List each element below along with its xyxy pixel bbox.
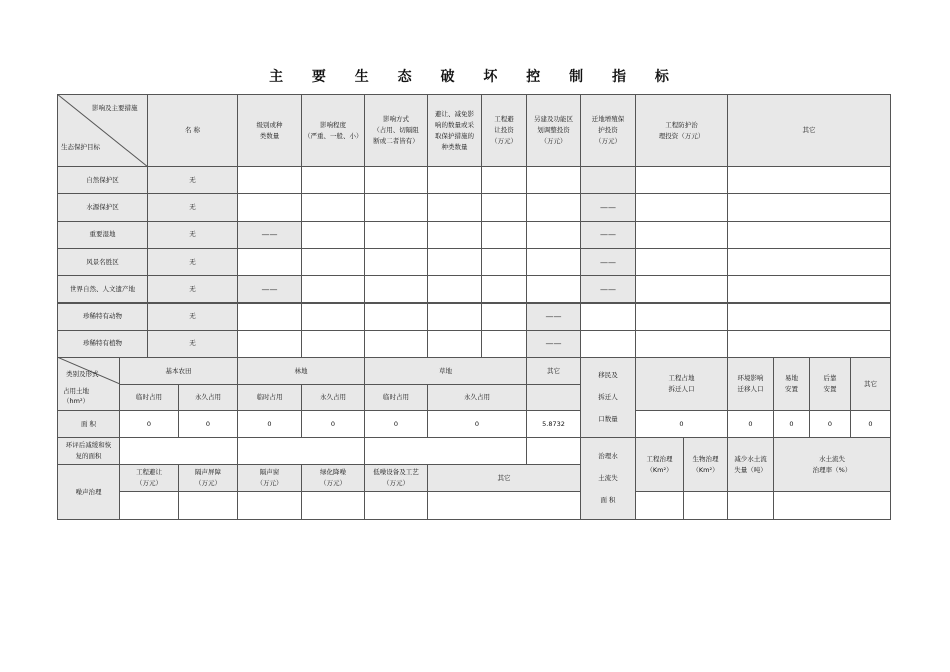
target-value-cell (301, 166, 365, 194)
target-value-cell (481, 330, 527, 358)
target-value-cell (526, 221, 581, 249)
target-name: 无 (147, 303, 238, 331)
target-value-cell (580, 330, 636, 358)
dash-cell: —— (580, 248, 636, 276)
target-value-cell (237, 166, 302, 194)
target-value-cell (364, 166, 428, 194)
soil-value-cell (635, 491, 684, 520)
target-value-cell (427, 193, 482, 221)
corner-bottom-label: 生态保护目标 (61, 143, 100, 151)
target-value-cell (364, 221, 428, 249)
target-value-cell (301, 193, 365, 221)
migrants-easy: 易地 安置 (773, 357, 810, 411)
target-value-cell (526, 275, 581, 303)
header-eng-avoid: 工程避 让投资 （万元） (481, 94, 527, 167)
land-other: 其它 (526, 357, 581, 385)
dash-cell: —— (237, 221, 302, 249)
soil-bio: 生物治理 （Km²） (683, 437, 728, 492)
noise-col: 隔声窗 （万元） (237, 464, 302, 492)
header-degree: 影响程度 （严重、一般、小） (301, 94, 365, 167)
target-value-cell (526, 248, 581, 276)
header-name: 名 称 (147, 94, 238, 167)
target-value-cell (301, 303, 365, 331)
target-label: 珍稀特有植物 (57, 330, 148, 358)
target-value-cell (481, 248, 527, 276)
target-value-cell (727, 166, 891, 194)
target-value-cell (427, 275, 482, 303)
area-value-cell: 0 (119, 410, 179, 438)
target-value-cell (481, 275, 527, 303)
land-farmland-perm: 永久占用 (178, 384, 238, 411)
soil-value-cell (683, 491, 728, 520)
noise-value-cell (427, 491, 581, 520)
noise-col: 绿化降噪 （万元） (301, 464, 365, 492)
target-value-cell (635, 193, 728, 221)
header-other: 其它 (727, 94, 891, 167)
header-mode: 影响方式 （占用、切隔阻 断或二者皆有） (364, 94, 428, 167)
noise-value-cell (178, 491, 238, 520)
target-value-cell (427, 221, 482, 249)
target-label: 珍稀特有动物 (57, 303, 148, 331)
noise-value-cell (364, 491, 428, 520)
dash-cell: —— (580, 275, 636, 303)
target-value-cell (237, 248, 302, 276)
migrants-value-cell: 0 (773, 410, 810, 438)
target-value-cell (364, 248, 428, 276)
noise-col: 其它 (427, 464, 581, 492)
migrants-value-cell: 0 (850, 410, 891, 438)
target-name: 无 (147, 248, 238, 276)
target-value-cell (580, 166, 636, 194)
header-eng-protect: 工程防护治 理投资（万元） (635, 94, 728, 167)
restore-cell (364, 437, 527, 465)
noise-value-cell (301, 491, 365, 520)
page-title: 主 要 生 态 破 坏 控 制 指 标 (269, 69, 681, 85)
area-value-cell: 0 (427, 410, 527, 438)
soil-value-cell (727, 491, 774, 520)
area-value-cell: 0 (237, 410, 302, 438)
target-label: 风景名胜区 (57, 248, 148, 276)
target-value-cell (427, 303, 482, 331)
land-corner-bottom-label: 占用土地 （hm²） (63, 387, 90, 405)
noise-col: 低噪设备及工艺 （万元） (364, 464, 428, 492)
noise-value-cell (119, 491, 179, 520)
target-label: 自然保护区 (57, 166, 148, 194)
target-value-cell (635, 221, 728, 249)
target-value-cell (427, 166, 482, 194)
land-farmland: 基本农田 (119, 357, 238, 385)
corner-top-label: 影响及主要措施 (92, 104, 138, 112)
target-value-cell (237, 303, 302, 331)
restore-cell (119, 437, 238, 465)
migrants-value-cell: 0 (635, 410, 728, 438)
soil-value-cell (773, 491, 891, 520)
area-value-cell: 5.8732 (526, 410, 581, 438)
target-value-cell (727, 221, 891, 249)
target-value-cell (427, 330, 482, 358)
land-grass-temp: 临时占用 (364, 384, 428, 411)
noise-value-cell (237, 491, 302, 520)
target-value-cell (481, 303, 527, 331)
migrants-back: 后靠 安置 (809, 357, 851, 411)
target-label: 水源保护区 (57, 193, 148, 221)
target-value-cell (727, 303, 891, 331)
target-value-cell (727, 248, 891, 276)
target-value-cell (635, 303, 728, 331)
noise-col: 隔声屏障 （万元） (178, 464, 238, 492)
header-relocate-inv: 另建及功能区 划调整投资 （万元） (526, 94, 581, 167)
soil-eng: 工程治理 （Km²） (635, 437, 684, 492)
land-forest-perm: 永久占用 (301, 384, 365, 411)
target-name: 无 (147, 221, 238, 249)
migrants-value-cell: 0 (727, 410, 774, 438)
migrants-other: 其它 (850, 357, 891, 411)
target-value-cell (727, 275, 891, 303)
noise-label: 噪声治理 (57, 464, 120, 520)
dash-cell: —— (580, 193, 636, 221)
target-value-cell (301, 221, 365, 249)
target-value-cell (727, 193, 891, 221)
land-forest-temp: 临时占用 (237, 384, 302, 411)
migrants-label: 移民及 拆迁人 口数量 (580, 357, 636, 438)
target-value-cell (635, 330, 728, 358)
target-name: 无 (147, 330, 238, 358)
noise-col: 工程避让 （万元） (119, 464, 179, 492)
area-value-cell: 0 (301, 410, 365, 438)
land-area-label: 面 积 (57, 410, 120, 438)
target-value-cell (427, 248, 482, 276)
land-other-sub (526, 384, 581, 411)
target-value-cell (635, 275, 728, 303)
land-forest: 林地 (237, 357, 365, 385)
target-value-cell (526, 166, 581, 194)
soil-label: 治理水 土流失 面 积 (580, 437, 636, 520)
dash-cell: —— (580, 221, 636, 249)
target-label: 重要湿地 (57, 221, 148, 249)
target-value-cell (237, 193, 302, 221)
target-name: 无 (147, 193, 238, 221)
header-level: 级别或种 类数量 (237, 94, 302, 167)
target-name: 无 (147, 166, 238, 194)
target-label: 世界自然、人文遗产地 (57, 275, 148, 303)
dash-cell: —— (526, 303, 581, 331)
target-value-cell (364, 330, 428, 358)
target-value-cell (481, 166, 527, 194)
land-farmland-temp: 临时占用 (119, 384, 179, 411)
soil-rate: 水土流失 治理率（%） (773, 437, 891, 492)
target-value-cell (364, 303, 428, 331)
restore-cell (237, 437, 365, 465)
target-value-cell (301, 275, 365, 303)
soil-reduce: 减少水土流 失量（吨） (727, 437, 774, 492)
land-grass: 草地 (364, 357, 527, 385)
dash-cell: —— (526, 330, 581, 358)
target-value-cell (635, 248, 728, 276)
target-value-cell (364, 275, 428, 303)
area-value-cell: 0 (364, 410, 428, 438)
target-value-cell (580, 303, 636, 331)
restore-label: 环评后减缓和恢 复的面积 (57, 437, 120, 465)
migrants-value-cell: 0 (809, 410, 851, 438)
target-name: 无 (147, 275, 238, 303)
area-value-cell: 0 (178, 410, 238, 438)
land-corner-top-label: 类别及形式 (66, 370, 99, 378)
header-migrate-inv: 迁地增殖保 护投资 （万元） (580, 94, 636, 167)
header-avoid: 避让、减免影 响的数量或采 取保护措施的 种类数量 (427, 94, 482, 167)
target-value-cell (364, 193, 428, 221)
target-value-cell (526, 193, 581, 221)
migrants-eng-occupy: 工程占地 拆迁人口 (635, 357, 728, 411)
target-value-cell (301, 248, 365, 276)
restore-cell (526, 437, 581, 465)
target-value-cell (635, 166, 728, 194)
target-value-cell (481, 221, 527, 249)
target-value-cell (481, 193, 527, 221)
land-grass-perm: 永久占用 (427, 384, 527, 411)
dash-cell: —— (237, 275, 302, 303)
target-value-cell (301, 330, 365, 358)
target-value-cell (727, 330, 891, 358)
target-value-cell (237, 330, 302, 358)
migrants-env-migrate: 环境影响 迁移人口 (727, 357, 774, 411)
